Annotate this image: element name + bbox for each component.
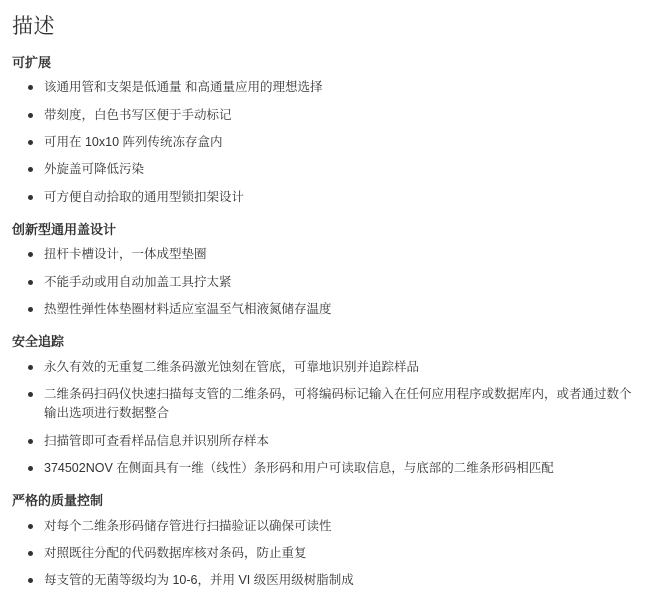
section-heading: 安全追踪 <box>12 334 65 350</box>
list-item: 该通用管和支架是低通量 和高通量应用的理想选择 <box>24 78 635 97</box>
list-item: 扫描管即可查看样品信息并识别所存样本 <box>24 432 635 451</box>
section-body <box>10 245 635 319</box>
section-cap-design <box>10 221 635 319</box>
list-item: 对每个二维条形码储存管进行扫描验证以确保可读性 <box>24 517 635 536</box>
list-item: 对照既往分配的代码数据库核对条码，防止重复 <box>24 544 635 563</box>
section-heading: 创新型通用盖设计 <box>12 222 117 238</box>
list-item: 热塑性弹性体垫圈材料适应室温至气相液氮储存温度 <box>24 300 635 319</box>
section-quality-control <box>10 492 635 590</box>
section-secure-tracking <box>10 333 635 478</box>
list-item: 外旋盖可降低污染 <box>24 160 635 179</box>
page-title: 描述 <box>12 15 55 38</box>
section-body <box>10 358 635 479</box>
list-item: 二维条码扫码仪快速扫描每支管的二维条码，可将编码标记输入在任何应用程序或数据库内，或者通过数个输出选项进行数据整合 <box>24 385 635 424</box>
list-item: 永久有效的无重复二维条码激光蚀刻在管底，可靠地识别并追踪样品 <box>24 358 635 377</box>
list-item: 374502NOV 在侧面具有一维（线性）条形码和用户可读取信息，与底部的二维条形码相匹配 <box>24 459 635 478</box>
list-item: 扭杆卡槽设计，一体成型垫圈 <box>24 245 635 264</box>
list-item: 每支管的无菌等级均为 10-6，并用 VI 级医用级树脂制成 <box>24 571 635 590</box>
section-scalable <box>10 54 635 207</box>
bullet-list <box>10 358 635 479</box>
list-item: 可方便自动拾取的通用型锁扣架设计 <box>24 188 635 207</box>
bullet-list <box>10 245 635 319</box>
list-item: 可用在 10x10 阵列传统冻存盒内 <box>24 133 635 152</box>
bullet-list <box>10 517 635 591</box>
section-body <box>10 517 635 591</box>
list-item: 不能手动或用自动加盖工具拧太紧 <box>24 273 635 292</box>
section-body <box>10 78 635 207</box>
section-heading: 严格的质量控制 <box>12 493 104 509</box>
section-heading: 可扩展 <box>12 55 52 70</box>
bullet-list <box>10 78 635 207</box>
list-item: 带刻度，白色书写区便于手动标记 <box>24 106 635 125</box>
